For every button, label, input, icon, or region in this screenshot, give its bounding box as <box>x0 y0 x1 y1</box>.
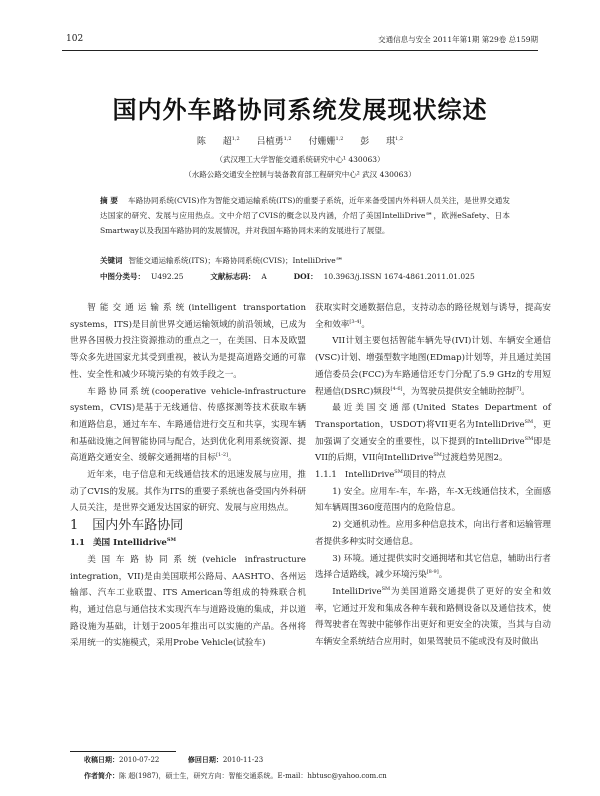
abstract <box>100 193 510 238</box>
keywords-text: 智能交通运输系统(ITS)；车路协同系统(CVIS)；IntelliDrive℠ <box>128 256 344 265</box>
header-rule <box>470 50 538 51</box>
paragraph: 美国车路协同系统(vehicle infrastructure integration，VII)是由美国联邦公路局、AASHTO、各州运输部、汽车工业联盟、ITS American等组成的特殊联合机构，通过信息与通信技术实现汽车与道路设施的集成，并以道路设施为基础，计划于2005年推出可以实施的产品。各州将采用统一的实施模式，采用Probe Vehicle(试验车) <box>70 554 306 649</box>
footnotes <box>84 752 387 784</box>
author: 陈 超$^{1,2}$ <box>196 136 240 147</box>
author-bio-label: 作者简介： <box>84 771 119 780</box>
doc-code-value: A <box>261 272 267 281</box>
revised-label: 修回日期： <box>187 755 223 764</box>
paragraph: 获取实时交通数据信息，支持动态的路径规划与诱导，提高安全和效率[3-4]。 <box>315 303 551 330</box>
paragraph: 车路协同系统(cooperative vehicle-infrastructure system，CVIS)是基于无线通信、传感探测等技术获取车辆和道路信息，通过车车、车路通信进行交互和共享，实现车辆和基础设施之间智能协同与配合，达到优化利用系统资源、提高道路交通安全、缓解交通拥堵的目标[1-2]。 <box>70 386 306 464</box>
subsection-heading: 1.1 美国 Intellidrive℠ <box>70 537 177 549</box>
keywords-label: 关键词 <box>100 256 123 265</box>
doc-code-label: 文献标志码： <box>210 272 256 281</box>
author: 吕植勇$^{1,2}$ <box>256 136 292 147</box>
left-column <box>70 300 306 652</box>
affiliation: （武汉理工大学智能交通系统研究中心¹ 430063） <box>215 155 385 164</box>
subsubsection-heading: 1.1.1 IntelliDrive℠项目的特点 <box>315 469 446 481</box>
section-heading: 1 国内外车路协同 <box>70 518 184 534</box>
paragraph: 智能交通运输系统(intelligent transportation systems，ITS)是目前世界交通运输领域的前沿领域，已成为世界各国极力投注资源推动的重点之一，在美国、日本及欧盟等众多先进国家尤其受到重视，被认为是提高道路交通的可靠性、安全性和减少环境污染的有效手段之一。 <box>70 303 306 380</box>
citation: [3-4] <box>349 318 362 325</box>
abstract-text: 车路协同系统(CVIS)作为智能交通运输系统(ITS)的重要子系统，近年来备受国内外科研人员关注，是世界交通发达国家的研究、发展与应用热点。文中介绍了CVIS的概念以及内涵，介绍了美国IntelliDrive℠，欧洲eSafety、日本Smartway以及我国车路协同的发展情况，并对我国车路协同未来的发展进行了展望。 <box>100 196 510 235</box>
running-header <box>62 30 538 51</box>
list-item: 2) 交通机动性。应用多种信息技术，向出行者和运输管理者提供多种实时交通信息。 <box>315 520 551 547</box>
citation: [8-9] <box>426 569 439 576</box>
journal-info: 交通信息与安全 2011年第1期 第29卷 总159期 <box>378 35 538 44</box>
received-label: 收稿日期： <box>84 755 119 764</box>
clc-label: 中图分类号： <box>100 272 145 281</box>
author-list <box>0 134 600 147</box>
paragraph: 最近美国交通部(United States Department of Transportation，USDOT)将VII更名为IntelliDrive℠，更加强调了交通安全的重要性，以下提到的IntelliDrive℠即是VII的后期，VII向IntelliDrive℠过渡趋势见图2。 <box>315 403 551 464</box>
clc-value: U492.25 <box>151 272 184 281</box>
paragraph: VII计划主要包括智能车辆先导(IVI)计划、车辆安全通信(VSC)计划、增强型数字地图(EDmap)计划等，并且通过美国通信委员会(FCC)为车路通信还专门分配了5.9 GHz的专用短程通信(DSRC)频段[4-6]，为驾驶员提供安全辅助控制[7]。 <box>315 336 551 397</box>
article-title: 国内外车路协同系统发展现状综述 <box>112 95 488 124</box>
paragraph: IntelliDrive℠为美国道路交通提供了更好的安全和效率，它通过开发和集成各种车载和路侧设备以及通信技术，使得驾驶者在驾驶中能够作出更好和更安全的决策，当其与自动车辆安全系统结合应用时，如果驾驶员不能或没有及时做出 <box>315 586 551 648</box>
citation: [1-2] <box>216 452 229 459</box>
author-bio: 陈 超(1987)，硕士生，研究方向：智能交通系统。E-mail：hbtusc@yahoo.com.cn <box>119 772 387 780</box>
right-column <box>315 300 551 651</box>
keywords <box>100 255 540 266</box>
dates-line <box>84 752 387 768</box>
revised-date: 2010-11-23 <box>222 756 264 764</box>
affiliation: （水路公路交通安全控制与装备教育部工程研究中心² 武汉 430063） <box>184 170 416 179</box>
author: 付姗姗$^{1,2}$ <box>308 136 344 147</box>
citation: [7] <box>514 385 522 392</box>
doi-label: DOI： <box>293 272 318 281</box>
received-date: 2010-07-22 <box>119 756 160 764</box>
author-bio-line <box>84 768 387 784</box>
list-item: 1) 安全。应用车-车，车-路，车-X无线通信技术，全面感知车辆周围360度范围内的危险信息。 <box>315 486 551 514</box>
doi-value: 10.3963/j.ISSN 1674-4861.2011.01.025 <box>323 272 475 281</box>
abstract-label: 摘 要 <box>100 196 119 205</box>
classification-line <box>100 271 540 282</box>
citation: [4-6] <box>390 385 403 392</box>
paragraph: 近年来，电子信息和无线通信技术的迅速发展与应用，推动了CVIS的发展。其作为ITS的重要子系统也备受国内外科研人员关注，是世界交通发达国家的研究、发展与应用热点。 <box>70 470 306 514</box>
list-item: 3) 环境。通过提供实时交通拥堵和其它信息，辅助出行者选择合适路线，减少环境污染[8-9]。 <box>315 553 551 581</box>
author: 彭 琪$^{1,2}$ <box>360 136 404 147</box>
page-number: 102 <box>66 34 84 44</box>
